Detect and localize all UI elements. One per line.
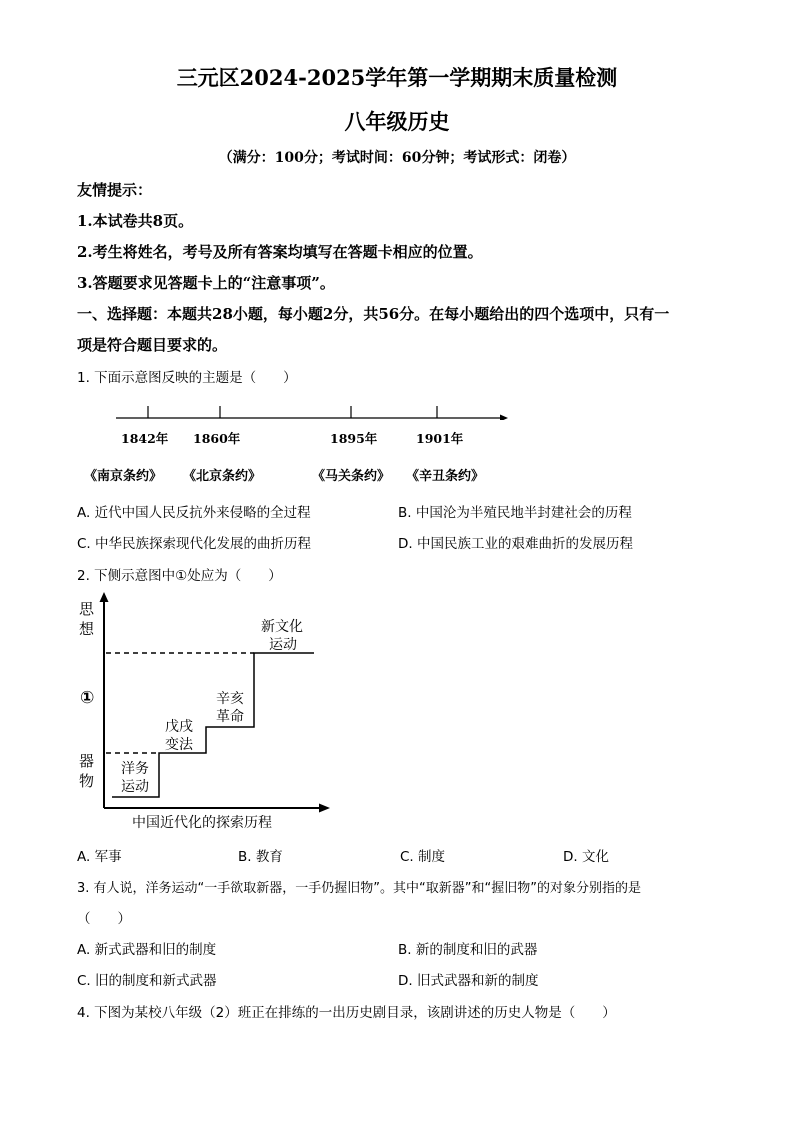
question-2-stem: 2. 下侧示意图中①处应为（ ） (77, 568, 282, 584)
step-label: 洋务 (121, 761, 149, 777)
q2-option-a[interactable]: A. 军事 (77, 849, 122, 865)
question-3-stem-cont: （ ） (77, 911, 131, 927)
tip-item: 2.考生将姓名，考号及所有答案均填写在答题卡相应的位置。 (77, 243, 483, 261)
exam-info: （满分：100分；考试时间：60分钟；考试形式：闭卷） (218, 150, 576, 166)
svg-text:物: 物 (79, 772, 95, 790)
svg-text:想: 想 (79, 620, 95, 638)
timeline-treaty: 《马关条约》 (312, 469, 391, 484)
timeline-year: 1901年 (416, 431, 464, 446)
timeline-treaty: 《南京条约》 (84, 469, 163, 484)
q1-option-d[interactable]: D. 中国民族工业的艰难曲折的发展历程 (398, 536, 633, 552)
svg-text:运动: 运动 (269, 637, 297, 653)
svg-text:变法: 变法 (165, 737, 193, 753)
q2-option-b[interactable]: B. 教育 (238, 849, 283, 865)
q3-option-c[interactable]: C. 旧的制度和新式武器 (77, 973, 217, 989)
q1-option-a[interactable]: A. 近代中国人民反抗外来侵略的全过程 (77, 505, 311, 521)
step-label: 新文化 (261, 619, 303, 635)
q2-option-c[interactable]: C. 制度 (400, 849, 446, 865)
q2-option-d[interactable]: D. 文化 (563, 849, 609, 865)
q3-option-a[interactable]: A. 新式武器和旧的制度 (77, 942, 217, 958)
question-4-stem: 4. 下图为某校八年级（2）班正在排练的一出历史剧目录，该剧讲述的历史人物是（ ） (77, 1005, 616, 1021)
tip-item: 1.本试卷共8页。 (77, 212, 194, 230)
step-label: 戊戌 (165, 719, 193, 735)
timeline-year: 1842年 (121, 431, 169, 446)
y-label-sixiang: 思 (79, 600, 95, 618)
tip-item: 3.答题要求见答题卡上的“注意事项”。 (77, 274, 335, 292)
exam-title: 三元区2024-2025学年第一学期期末质量检测 (176, 65, 618, 90)
q3-option-b[interactable]: B. 新的制度和旧的武器 (398, 942, 538, 958)
timeline-treaty: 《北京条约》 (183, 469, 262, 484)
tips-heading: 友情提示： (77, 181, 153, 199)
exam-subject: 八年级历史 (344, 109, 450, 134)
question-3-stem: 3. 有人说，洋务运动“一手欲取新器，一手仍握旧物”。其中“取新器”和“握旧物”的对象分别指的是 (77, 881, 641, 896)
svg-text:革命: 革命 (216, 709, 244, 725)
timeline-year: 1895年 (330, 431, 378, 446)
q2-staircase-diagram (76, 590, 336, 840)
q1-timeline-axis (110, 398, 510, 420)
q1-option-c[interactable]: C. 中华民族探索现代化发展的曲折历程 (77, 536, 312, 552)
blank-marker: ① (80, 688, 95, 708)
section-instructions: 一、选择题：本题共28小题，每小题2分，共56分。在每小题给出的四个选项中，只有一 (77, 305, 670, 323)
timeline-treaty: 《辛丑条约》 (406, 469, 485, 484)
timeline-year: 1860年 (193, 431, 241, 446)
q1-option-b[interactable]: B. 中国沦为半殖民地半封建社会的历程 (398, 505, 632, 521)
section-instructions-cont: 项是符合题目要求的。 (77, 336, 228, 354)
question-1-stem: 1. 下面示意图反映的主题是（ ） (77, 370, 297, 386)
y-label-qiwu: 器 (79, 752, 95, 770)
svg-text:运动: 运动 (121, 779, 149, 795)
step-label: 辛亥 (216, 691, 244, 707)
x-axis-label: 中国近代化的探索历程 (132, 815, 272, 831)
q3-option-d[interactable]: D. 旧式武器和新的制度 (398, 973, 539, 989)
